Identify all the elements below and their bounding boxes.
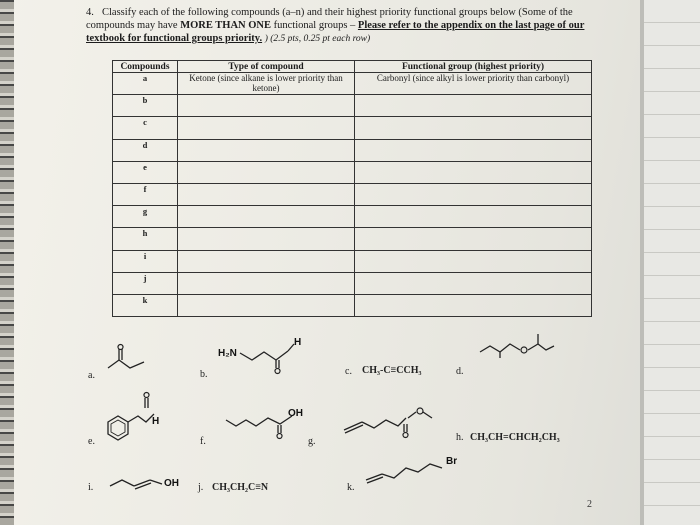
row-label: b	[113, 95, 178, 117]
answer-cell[interactable]	[178, 161, 355, 183]
page-edges	[640, 0, 700, 525]
answer-cell[interactable]	[178, 95, 355, 117]
classification-table	[112, 60, 592, 317]
answer-cell[interactable]	[178, 228, 355, 250]
appendix-reference: Please refer to the appendix on the last page of our textbook for functional groups priority.	[86, 20, 585, 44]
answer-cell[interactable]	[178, 206, 355, 228]
row-label: e	[113, 161, 178, 183]
answer-cell[interactable]	[178, 250, 355, 272]
answer-cell[interactable]	[178, 183, 355, 205]
example-group: Carbonyl (since alkyl is lower priority than carbonyl)	[355, 73, 592, 95]
row-label: a	[113, 73, 178, 95]
answer-cell[interactable]	[355, 294, 592, 316]
answer-cell[interactable]	[178, 139, 355, 161]
row-label: h	[113, 228, 178, 250]
structure-d	[476, 330, 556, 360]
answer-cell[interactable]	[355, 228, 592, 250]
compound-label-a: a.	[88, 370, 95, 381]
compound-label-g: g.	[308, 436, 316, 447]
compound-label-c: c.	[345, 366, 352, 377]
compound-label-h: h.	[456, 432, 464, 443]
page-number: 2	[587, 499, 592, 510]
header-functional-group: Functional group (highest priority)	[355, 61, 592, 73]
atom-label-oh: OH	[288, 408, 303, 419]
compound-label-i: i.	[88, 482, 94, 493]
compound-label-e: e.	[88, 436, 95, 447]
row-label: g	[113, 206, 178, 228]
formula-c: CH₃-C≡CCH₃	[362, 365, 422, 376]
answer-cell[interactable]	[355, 117, 592, 139]
compound-label-k: k.	[347, 482, 355, 493]
answer-cell[interactable]	[355, 250, 592, 272]
header-compounds: Compounds	[113, 61, 178, 73]
formula-j: CH₃CH₂C≡N	[212, 482, 269, 493]
structure-a	[102, 344, 152, 374]
atom-label-oh: OH	[164, 478, 179, 489]
answer-cell[interactable]	[178, 294, 355, 316]
row-label: k	[113, 294, 178, 316]
row-label: f	[113, 183, 178, 205]
compound-label-d: d.	[456, 366, 464, 377]
header-type: Type of compound	[178, 61, 355, 73]
answer-cell[interactable]	[178, 272, 355, 294]
atom-label-br: Br	[446, 456, 458, 467]
formula-h: CH₃CH=CHCH₂CH₃	[470, 432, 560, 443]
atom-label-h: H	[294, 337, 302, 348]
question-number: 4.	[86, 7, 94, 18]
answer-cell[interactable]	[178, 117, 355, 139]
compound-label-j: j.	[198, 482, 204, 493]
notebook-spiral	[0, 0, 14, 525]
row-label: i	[113, 250, 178, 272]
answer-cell[interactable]	[355, 183, 592, 205]
row-label: j	[113, 272, 178, 294]
question-text: 4. Classify each of the following compounds (a–n) and their highest priority functional groups below (Some of the compounds may have MORE THAN ONE functional groups – Please refer to the appendix on the last page of our textbook for functional groups priority. ) (2.5 pts, 0.25 pt each row)	[86, 7, 585, 44]
structure-b	[218, 338, 308, 376]
structure-i	[104, 466, 194, 494]
row-label: d	[113, 139, 178, 161]
structure-g	[340, 400, 440, 442]
answer-cell[interactable]	[355, 139, 592, 161]
answer-cell[interactable]	[355, 95, 592, 117]
structure-f	[222, 400, 312, 444]
answer-cell[interactable]	[355, 272, 592, 294]
example-type: Ketone (since alkane is lower priority than ketone)	[178, 73, 355, 95]
structure-e	[100, 390, 170, 446]
row-label: c	[113, 117, 178, 139]
answer-cell[interactable]	[355, 161, 592, 183]
atom-label-h2n: H₂N	[218, 348, 237, 359]
compound-label-f: f.	[200, 436, 206, 447]
answer-cell[interactable]	[355, 206, 592, 228]
atom-label-h: H	[152, 416, 160, 427]
structure-k	[362, 452, 482, 488]
compound-label-b: b.	[200, 369, 208, 380]
